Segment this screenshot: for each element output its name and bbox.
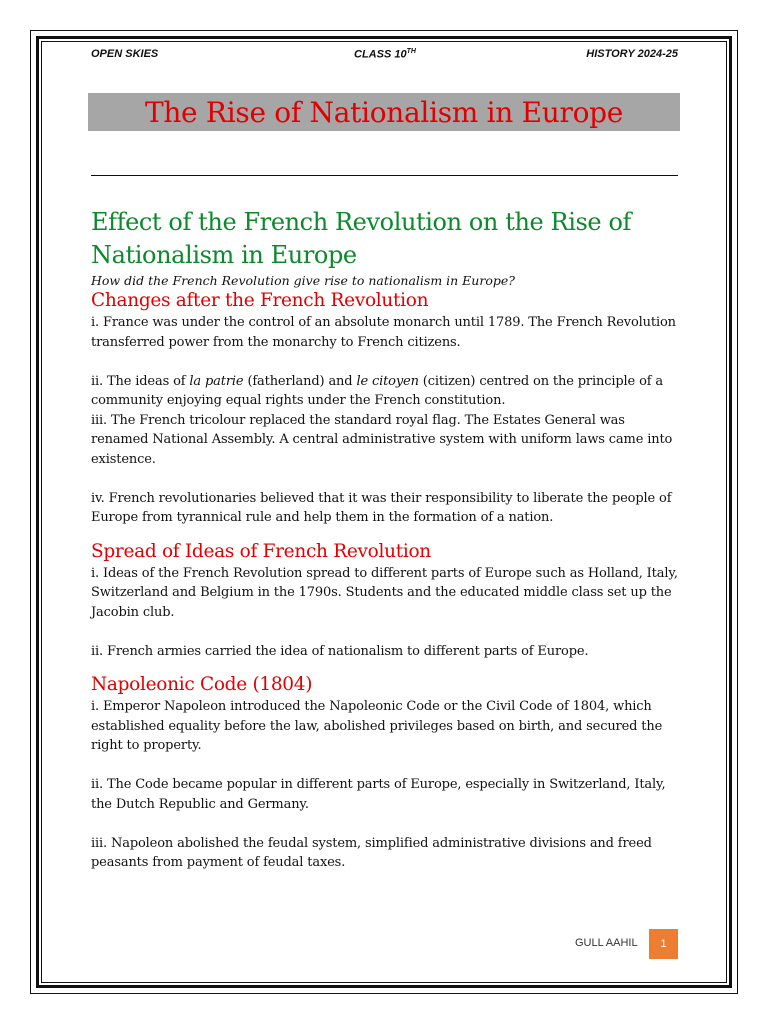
header-center [354, 48, 416, 61]
code-point-3: iii. Napoleon abolished the feudal system, simplified administrative divisions and freed peasants from payment of feudal taxes. [91, 835, 652, 870]
term-la-patrie: la patrie [189, 373, 244, 389]
changes-point-1: i. France was under the control of an absolute monarch until 1789. The French Revolution transferred power from the monarchy to French citizens. [91, 315, 676, 350]
title-band [88, 93, 680, 131]
page-number-badge: 1 [649, 929, 678, 959]
header-left: OPEN SKIES [91, 48, 159, 60]
spread-point-2: ii. French armies carried the idea of nationalism to different parts of Europe. [91, 643, 589, 659]
term-le-citoyen: le citoyen [356, 373, 419, 389]
section-heading: Effect of the French Revolution on the Rise of Nationalism in Europe [91, 208, 631, 269]
page-header [91, 48, 678, 64]
spread-point-1: i. Ideas of the French Revolution spread to different parts of Europe such as Holland, Italy, Switzerland and Belgium in the 1790s. Students and the educated middle class set up the Jacobin club. [91, 565, 678, 620]
changes-point-3: iii. The French tricolour replaced the standard royal flag. The Estates General was renamed National Assembly. A central administrative system with uniform laws came into existence. [91, 412, 673, 467]
horizontal-rule [91, 175, 678, 176]
changes-point-2: ii. The ideas of la patrie (fatherland) and le citoyen (citizen) centred on the principle of a community enjoying equal rights under the French constitution. [91, 373, 663, 408]
document-body [91, 206, 686, 873]
heading-spread: Spread of Ideas of French Revolution [91, 540, 431, 562]
footer-author: GULL AAHIL [575, 937, 638, 949]
header-class-sup: TH [406, 48, 416, 55]
header-right: HISTORY 2024-25 [586, 48, 678, 60]
guiding-question: How did the French Revolution give rise to nationalism in Europe? [91, 273, 515, 288]
code-point-2: ii. The Code became popular in different parts of Europe, especially in Switzerland, Italy, the Dutch Republic and Germany. [91, 777, 666, 812]
code-point-1: i. Emperor Napoleon introduced the Napoleonic Code or the Civil Code of 1804, which established equality before the law, abolished privileges based on birth, and secured the right to property. [91, 699, 663, 753]
heading-napoleonic-code: Napoleonic Code (1804) [91, 674, 313, 695]
header-class: CLASS 10 [354, 48, 407, 61]
heading-changes: Changes after the French Revolution [91, 290, 429, 311]
changes-point-4: iv. French revolutionaries believed that it was their responsibility to liberate the people of Europe from tyrannical rule and help them in the formation of a nation. [91, 490, 672, 525]
document-title: The Rise of Nationalism in Europe [144, 95, 624, 129]
